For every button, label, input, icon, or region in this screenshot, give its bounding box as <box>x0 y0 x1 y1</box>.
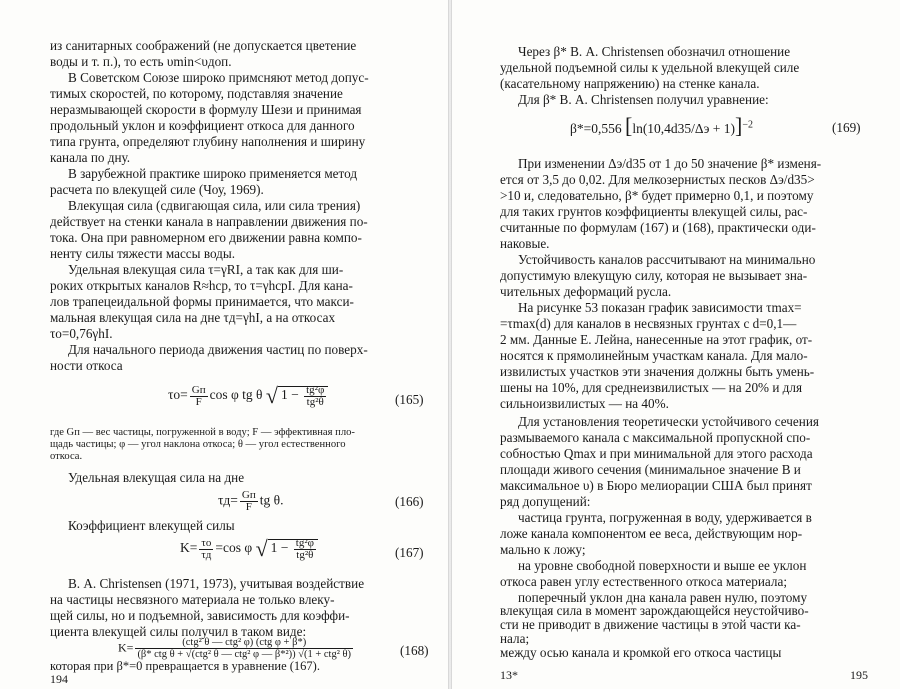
text-line: сти не приводит в движение частицы в этой части ка- <box>500 617 801 632</box>
text-line: Коэффициент влекущей силы <box>68 518 235 533</box>
text-line: допустимую влекущую силу, которая не вызывает зна- <box>500 268 808 283</box>
text-line: площади живого сечения (минимальное значение B и <box>500 462 801 477</box>
text-line: При изменении Δэ/d35 от 1 до 50 значение β* изменя- <box>518 156 822 171</box>
text-line: 2 мм. Данные Е. Лейна, нанесенные на этот график, от- <box>500 332 813 347</box>
text-line: Для β* В. А. Christensen получил уравнение: <box>518 92 769 107</box>
text-line: тока. Она при равномерном его движении равна компо- <box>50 230 362 245</box>
eq167-frac-num: τо <box>199 538 213 550</box>
text-line: откоса равен углу естественного откоса материала; <box>500 574 788 589</box>
equation-166 <box>218 490 283 513</box>
text-line: ненту силы тяжести массы воды. <box>50 246 236 261</box>
text-line: собностью Qmax и при минимальной для этого расхода <box>500 446 813 461</box>
eq166-frac-den: F <box>245 501 252 513</box>
eq168-fraction <box>135 637 353 660</box>
sqrt-sign: √ <box>265 383 278 408</box>
text-line: расчета по влекущей силе (Чоу, 1969). <box>50 182 264 197</box>
bracket-open: [ <box>624 113 633 138</box>
signature-mark: 13* <box>500 668 518 682</box>
equation-165 <box>168 383 328 409</box>
eq167-root-den: tg²θ <box>296 548 314 561</box>
eq166-right: tg θ. <box>259 492 284 508</box>
eq167-frac-den: τд <box>201 548 212 561</box>
text-line: влекущая сила в момент зарождающейся неустойчиво- <box>500 603 809 618</box>
page-number-left: 194 <box>50 672 68 686</box>
text-line: сильноизвилистых — на 40%. <box>500 396 669 411</box>
text-line: неразмывающей скорости в формулу Шези и принимая <box>50 102 362 117</box>
eq165-root: 1 − $\frac{\text{tg²φ}}{\text{tg²θ}}$ <box>278 386 328 402</box>
text-line: В. А. Christensen (1971, 1973), учитывая воздействие <box>68 576 365 591</box>
text-line: ности откоса <box>50 358 123 373</box>
eq167-left: K= <box>180 540 198 556</box>
text-line: Влекущая сила (сдвигающая сила, или сила трения) <box>68 198 361 213</box>
text-line: на частицы несвязного материала не только влеку- <box>50 592 335 607</box>
text-line: циента влекущей силы получил в таком виде: <box>50 624 307 639</box>
eq166-number: (166) <box>395 494 424 509</box>
eq167-mid: =cos φ <box>215 540 253 556</box>
text-line: ется от 3,5 до 0,02. Для мелкозернистых песков Δэ/d35> <box>500 172 815 187</box>
text-line: канала по дну. <box>50 150 131 165</box>
text-line: действует на стенки канала в направлении движения по- <box>50 214 368 229</box>
eq167-fraction <box>199 538 213 561</box>
text-line: нала; <box>500 631 530 646</box>
eq165-frac-den: F <box>195 395 202 408</box>
right-page <box>450 0 900 689</box>
eq169-left: β*=0,556 <box>570 121 622 136</box>
text-line: На рисунке 53 показан график зависимости τmax= <box>518 300 802 315</box>
text-line: Через β* В. А. Christensen обозначил отношение <box>518 44 791 59</box>
sqrt-sign: √ <box>255 536 268 561</box>
eq166-left: τд= <box>218 492 238 508</box>
text-line: удельной подъемной силы к удельной влекущей силе <box>500 60 800 75</box>
note-line: где Gп — вес частицы, погруженной в воду; F — эффективная пло- <box>50 427 355 438</box>
eq167-root-num: tg²φ <box>295 536 314 549</box>
text-line: размываемого канала с максимальной пропускной спо- <box>500 430 811 445</box>
eq165-root-num: tg²φ <box>306 383 325 396</box>
eq169-body: ln(10,4d35/Δэ + 1) <box>632 121 736 136</box>
text-line: типа грунта, определяют глубину наполнения и ширину <box>50 134 366 149</box>
equation-167 <box>180 536 318 562</box>
eq169-exponent: −2 <box>742 119 753 131</box>
text-line: Удельная влекущая сила τ=γRI, а так как для ши- <box>68 262 344 277</box>
eq169-number: (169) <box>832 120 861 135</box>
text-line: роких открытых каналов R≈hср, то τ=γhсрI. Для кана- <box>50 278 353 293</box>
text-line: τо=0,76γhI. <box>50 326 113 341</box>
eq168-left: K= <box>118 640 134 655</box>
text-line: воды и т. п.), то есть υmin<υдоп. <box>50 54 232 69</box>
text-line: Для начального периода движения частиц по поверх- <box>68 342 368 357</box>
text-line: >10 и, следовательно, β* будет примерно 0,1, и поэтому <box>500 188 814 203</box>
text-line: между осью канала и кромкой его откоса частицы <box>500 645 782 660</box>
eq166-fraction <box>240 490 258 513</box>
eq167-root: 1 − $\frac{\text{tg²φ}}{\text{tg²θ}}$ <box>268 539 318 555</box>
text-line: максимальное υ) в Бюро мелиорации США был принят <box>500 478 812 493</box>
note-line: щадь частицы; φ — угол наклона откоса; θ — угол естественного <box>50 439 346 450</box>
text-line: В зарубежной практике широко применяется метод <box>68 166 358 181</box>
text-line: наковые. <box>500 236 550 251</box>
text-line: тимых скоростей, по которому, подставляя значение <box>50 86 343 101</box>
eq165-root-den: tg²θ <box>306 395 324 408</box>
text-line: ложе канала компонентом ее веса, действующим нор- <box>500 526 803 541</box>
eq167-number: (167) <box>395 545 424 560</box>
text-line: для таких грунтов коэффициенты влекущей силы, рас- <box>500 204 808 219</box>
bracket-close: ] <box>735 113 743 138</box>
eq168-number: (168) <box>400 643 429 658</box>
text-line: лов трапецеидальной формы принимается, что макси- <box>50 294 354 309</box>
eq167-root-fraction <box>294 538 316 561</box>
text-line: мальная влекущая сила на дне τд=γhI, а на откосах <box>50 310 336 325</box>
text-line: чительных деформаций русла. <box>500 284 672 299</box>
text-line: на уровне свободной поверхности и выше ее уклон <box>518 558 807 573</box>
text-line: В Советском Союзе широко примсняют метод допус- <box>68 70 369 85</box>
eq165-mid: cos φ tg θ <box>209 387 263 403</box>
text-line: мально к ложу; <box>500 542 586 557</box>
text-line: щей силы, но и подъемной, зависимость для коэффи- <box>50 608 350 623</box>
text-line: продольный уклон и коэффициент откоса для данного <box>50 118 355 133</box>
text-line: =τmax(d) для каналов в несвязных грунтах с d=0,1— <box>500 316 797 331</box>
equation-169 <box>570 113 753 139</box>
page-number: 195 <box>850 668 868 682</box>
text-line: извилистых участков эти значения должны быть умень- <box>500 364 815 379</box>
text-line: носятся к прямолинейным участкам канала. Для мало- <box>500 348 808 363</box>
eq166-frac-num: Gп <box>241 489 256 501</box>
text-line: поперечный уклон дна канала равен нулю, поэтому <box>518 590 808 605</box>
text-line: Удельная влекущая сила на дне <box>68 470 245 485</box>
eq165-left: τо= <box>168 387 188 403</box>
text-line: ряд допущений: <box>500 494 591 509</box>
eq165-root-fraction <box>304 385 326 408</box>
text-line: Для установления теоретически устойчивого сечения <box>518 414 819 429</box>
text-line: которая при β*=0 превращается в уравнение (167). <box>50 659 320 673</box>
eq165-number: (165) <box>395 392 424 407</box>
eq168-denominator: (β* ctg θ + √(ctg² θ — ctg² φ — β*²)) √(1 + ctg² θ) <box>137 649 352 660</box>
eq165-fraction <box>190 385 208 408</box>
note-line: откоса. <box>50 451 83 462</box>
text-line: Устойчивость каналов рассчитывают на минимально <box>518 252 816 267</box>
eq165-frac-num: Gп <box>191 383 206 396</box>
text-line: шены на 10%, для среднеизвилистых — на 20% и для <box>500 380 803 395</box>
text-line: частица грунта, погруженная в воду, удерживается в <box>518 510 812 525</box>
text-line: считанные по формулам (167) и (168), практически оди- <box>500 220 816 235</box>
equation-168 <box>118 637 355 660</box>
text-line: из санитарных соображений (не допускается цветение <box>50 38 357 53</box>
text-line: (касательному напряжению) на стенке канала. <box>500 76 760 91</box>
eq168-numerator: (ctg² θ — ctg² φ) (ctg φ + β*) <box>135 637 353 649</box>
